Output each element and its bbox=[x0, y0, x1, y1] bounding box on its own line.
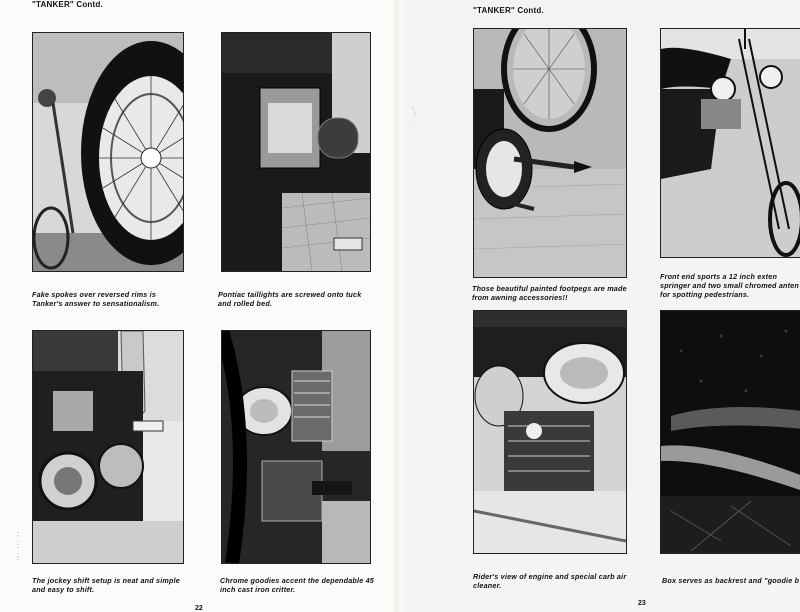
photo-fake-spokes-wheel bbox=[32, 32, 184, 272]
right-page-number: 23 bbox=[638, 600, 646, 607]
caption-painted-footpegs: Those beautiful painted footpegs are made from awning accessories!! bbox=[472, 284, 627, 302]
margin-specks: : . : . : bbox=[17, 531, 19, 562]
left-page-number: 22 bbox=[195, 605, 203, 612]
photo-jockey-shift bbox=[32, 330, 184, 564]
photo-chrome-goodies-engine bbox=[221, 330, 371, 564]
right-page bbox=[400, 0, 800, 612]
photo-box-backrest bbox=[660, 310, 800, 554]
right-page-header: "TANKER" Contd. bbox=[473, 6, 544, 15]
caption-front-end-springer: Front end sports a 12 inch exten springer and two small chromed anten for spotting pedestrians. bbox=[660, 272, 799, 299]
photo-pontiac-taillights bbox=[221, 32, 371, 272]
caption-fake-spokes: Fake spokes over reversed rims is Tanker's answer to sensationalism. bbox=[32, 290, 160, 308]
caption-engine-carb: Rider's view of engine and special carb air cleaner. bbox=[473, 572, 627, 590]
photo-painted-footpegs bbox=[473, 28, 627, 278]
left-page-header: "TANKER" Contd. bbox=[32, 0, 103, 9]
caption-chrome-goodies: Chrome goodies accent the dependable 45 inch cast iron critter. bbox=[220, 576, 374, 594]
caption-jockey-shift: The jockey shift setup is neat and simple and easy to shift. bbox=[32, 576, 180, 594]
caption-box-backrest: Box serves as backrest and "goodie b bbox=[662, 576, 800, 585]
photo-front-end-springer bbox=[660, 28, 800, 258]
photo-engine-carb-air-cleaner bbox=[473, 310, 627, 554]
gutter-marks: '· ·' · bbox=[412, 107, 416, 126]
caption-pontiac-taillights: Pontiac taillights are screwed onto tuck and rolled bed. bbox=[218, 290, 362, 308]
